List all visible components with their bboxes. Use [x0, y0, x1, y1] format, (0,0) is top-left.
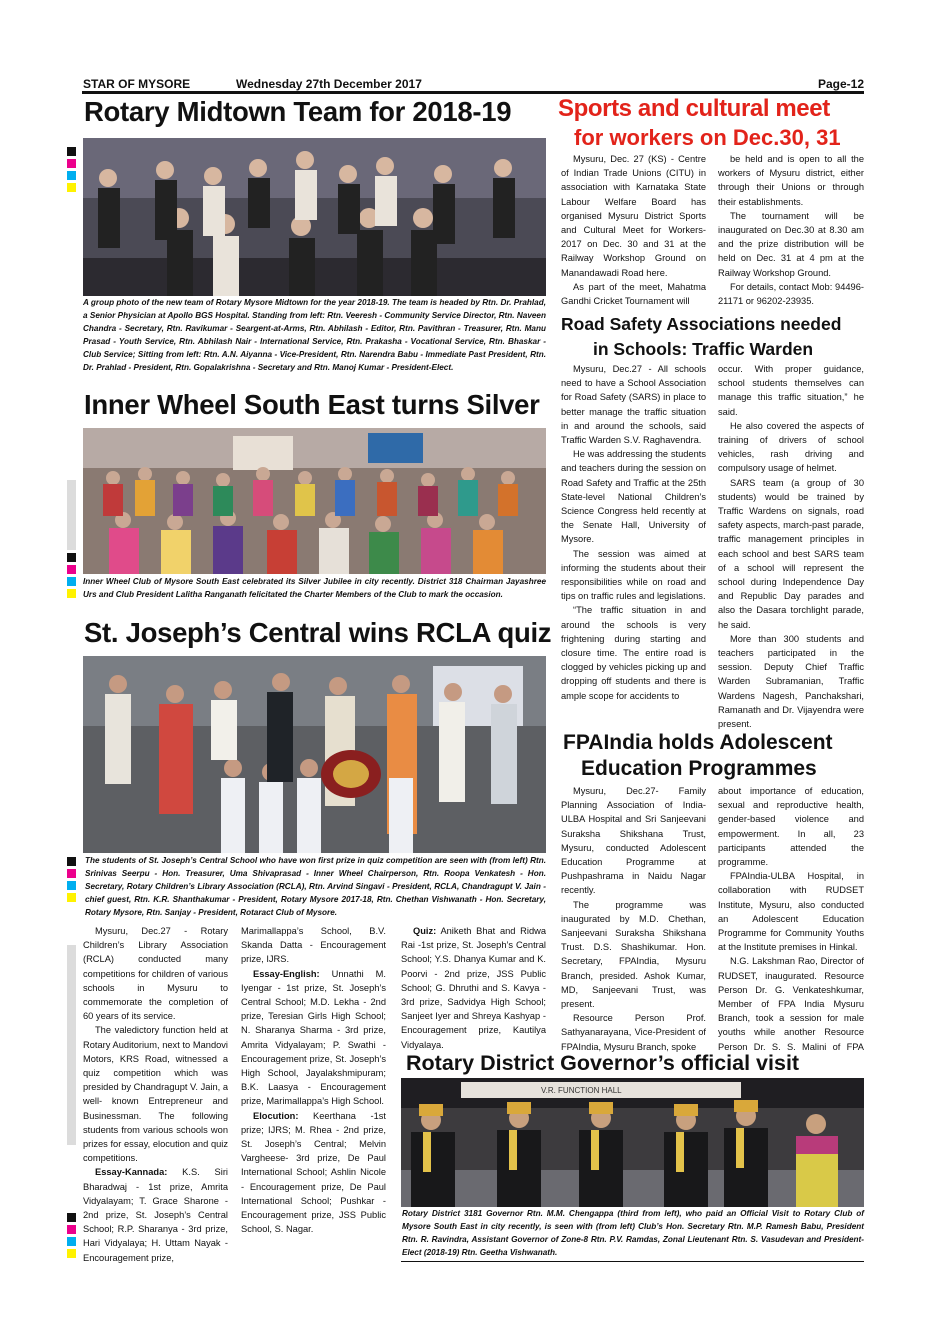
st-josephs-photo: [83, 656, 546, 853]
quiz-winners: Aniketh Bhat and Ridwa Rai -1st prize, St. Joseph’s Central School; Y.S. Dhanya Kumar and K. Poorvi - 2nd prize, JSS Public School; G. Dhruthi and S. Kavya - 3rd prize, Sadvidya High School; Sanjeet Iyer and Shreya Kashyap - Encouragement prize, Kautilya Vidyalaya.: [401, 926, 546, 1050]
rotary-midtown-caption: A group photo of the new team of Rotary Mysore Midtown for the year 2018-19. The team is headed by Rtn. Dr. Prahlad, a Senior Physician at Apollo BGS Hospital. Standing from left: Rtn. Veeresh - Community Service Director, Rtn. Naveen Chandra - Secretary, Rtn. Ravikumar - Seargent-at-Arms, Rtn. Abhilash - Editor, Rtn. Pavithran - Treasurer, Rtn. Manu Prasad - Youth Service, Rtn. Abhilash Nair - International Service, Rtn. Prakasha - Vocational Service, Rtn. Bhaskar - Club Service; Sitting from left: Rtn. A.N. Aiyanna - Vice-President, Rtn. Narendra Babu - Immediate Past President, Rtn. Dr. Prahlad - President, Rtn. Gopalakrishna - Secretary and Rtn. Manoj Kumar - President-Elect.: [83, 298, 546, 372]
paragraph: The programme was inaugurated by M.D. Chethan, Sanjeevani Suraksha Shikshana Trust. D.S. Shashikumar. Hon. Secretary, FPAIndia, Mysuru Branch, presided. Ashok Kumar, MD, Sanjeevani Trust, was present.: [561, 899, 706, 1010]
registration-swatch: [67, 857, 76, 866]
road-safety-headline-line2: in Schools: Traffic Warden: [593, 339, 814, 359]
header-rule: [82, 91, 864, 94]
sports-meet-col2: [718, 152, 864, 308]
kannada-label: Essay-Kannada:: [95, 1167, 168, 1178]
registration-swatch: [67, 869, 76, 878]
registration-swatch: [67, 565, 76, 574]
paragraph: FPAIndia-ULBA Hospital, in collaboration with RUDSET Institute, Mysuru, also conducted an Adolescent Education Programme for Community Youths at the Institute premises in Hinkal.: [718, 871, 864, 953]
paragraph: about importance of education, sexual and reproductive health, gender-based violence and empowerment. In all, 23 participants attended the programme.: [718, 786, 864, 868]
paragraph: Resource Person Prof. Sathyanarayana, Vice-President of FPAIndia, Mysuru Branch, spoke: [561, 1013, 706, 1052]
district-governor-photo: [401, 1078, 864, 1207]
paragraph: Marimallappa’s School, B.V. Skanda Datta - Encouragement prize, IJRS.: [241, 926, 386, 965]
registration-swatch: [67, 589, 76, 598]
elocution-winners: Keerthana -1st prize; IJRS; M. Rhea - 2nd prize, St. Joseph’s Central; Melvin Vargheese- 3rd prize, De Paul International School; Ashlin Nicole - Encouragement prize, De Paul International School; Pushkar - Encouragement prize, JSS Public School, S. Nagar.: [241, 1110, 386, 1235]
rotary-midtown-headline: Rotary Midtown Team for 2018-19: [84, 96, 512, 127]
paragraph: Mysuru, Dec.27 - Rotary Children’s Library Association (RCLA) conducted many competitions for children of various schools in Mysuru to commemorate the completion of 60 years of its service.: [83, 926, 228, 1022]
road-safety-headline-line1: Road Safety Associations needed: [561, 314, 842, 334]
paragraph: “The traffic situation in and around the schools is very frightening during starting and closure time. The entire road is clogged by vehicles picking up and dropping off students and there is ample scope for accidents to: [561, 605, 706, 701]
gray-margin-bar: [67, 480, 76, 550]
paragraph: The session was aimed at informing the students about their responsibilities while on road and tips on traffic rules and legislations.: [561, 548, 706, 602]
publication-name: STAR OF MYSORE: [83, 77, 191, 91]
district-governor-headline: Rotary District Governor’s official visit: [406, 1051, 800, 1075]
st-josephs-headline: St. Joseph’s Central wins RCLA quiz: [84, 617, 552, 648]
page-number: Page-12: [817, 77, 864, 91]
inner-wheel-headline: Inner Wheel South East turns Silver: [84, 389, 540, 420]
paragraph: N.G. Lakshman Rao, Director of RUDSET, inaugurated. Resource Person Dr. G. Venkateshkumar, Member of FPA India Mysuru Branch, took a session for male youths while another Resource Person Dr. S. S. Malini of FPA: [718, 956, 864, 1052]
paragraph: [241, 1109, 386, 1237]
registration-swatch: [67, 159, 76, 168]
fpa-india-col2: [718, 784, 864, 1052]
paragraph: As part of the meet, Mahatma Gandhi Cricket Tournament will: [561, 281, 706, 307]
paragraph: The tournament will be inaugurated on Dec.30 at 8.30 am and the prize distribution will be held on Dec. 31 at 4 pm at the Railway Workshop Ground.: [718, 210, 864, 278]
paragraph: [241, 967, 386, 1109]
paragraph: [83, 1165, 228, 1264]
paragraph: More than 300 students and teachers participated in the session. Deputy Chief Traffic Warden Subramanian, Traffic Wardens Nagesh, Panchakshari, Ramanath and Dr. Vijayendra were present.: [718, 633, 864, 730]
st-josephs-article-col2: [241, 924, 386, 1269]
fpa-india-headline-line1: FPAIndia holds Adolescent: [563, 731, 833, 754]
rotary-midtown-photo: [83, 138, 546, 296]
sports-meet-col1: [561, 152, 706, 308]
paragraph: For details, contact Mob: 94496-21171 or 96202-23935.: [718, 281, 864, 307]
issue-date: Wednesday 27th December 2017: [236, 77, 422, 91]
registration-swatch: [67, 1237, 76, 1246]
st-josephs-article-col1: [83, 924, 228, 1269]
registration-swatch: [67, 1249, 76, 1258]
quiz-label: Quiz:: [413, 926, 437, 936]
english-winners: Unnathi M. Iyengar - 1st prize, St. Joseph’s Central School; M.D. Lekha - 2nd prize, Teresian Girls High School; N. Sharanya Sharma - 3rd prize, Amrita Vidyalayam; P. Swathi - Encouragement prize, St. Joseph’s High School, Jayalakshmipuram; B.K. Laasya - Encouragement prize, Marimallappa’s High School.: [241, 968, 386, 1107]
inner-wheel-caption: Inner Wheel Club of Mysore South East celebrated its Silver Jubilee in city recently. District 318 Chairman Jayashree Urs and Club President Lalitha Ranganath felicitated the Charter Members of the Club to mark the occasion.: [83, 577, 546, 599]
paragraph: The valedictory function held at Rotary Auditorium, next to Mandovi Motors, KRS Road, witnessed a quiz competition which was presided by Chandragupt V. Jain, a well- known Entrepreneur and Businessman. The following students from various schools won prizes for essay, elocution and quiz competitions.: [83, 1025, 228, 1164]
paragraph: Mysuru, Dec. 27 (KS) - Centre of Indian Trade Unions (CITU) in association with Karnataka State Labour Welfare Board has organised Mysuru District Sports and Cultural Meet for Workers-2017 on Dec. 30 and 31 at the Railway Workshop Ground on Manandawadi Road here.: [561, 154, 706, 278]
paragraph: SARS team (a group of 30 students) would be trained by Traffic Wardens on signals, road safety aspects, march-past parade, traffic management principles in each school and best SARS team of a school will represent the school during Independence Day and Republic Day parades and also the Dasara torchlight parade, he said.: [718, 477, 864, 630]
registration-swatch: [67, 1225, 76, 1234]
registration-swatch: [67, 577, 76, 586]
road-safety-col1: [561, 362, 706, 730]
paragraph: He was addressing the students and teachers during the session on Road Safety and Traffic at the 25th State-level National Children’s Science Congress held recently at the Senate Hall, University of Mysore.: [561, 449, 706, 545]
paragraph: be held and is open to all the workers of Mysuru district, either through their Unions or through their establishments.: [718, 154, 864, 207]
sports-meet-headline-line2: for workers on Dec.30, 31: [574, 125, 841, 150]
inner-wheel-photo: [83, 428, 546, 574]
paragraph: Mysuru, Dec.27 - All schools need to have a School Association for Road Safety (SARS) in place to better manage the traffic situation in and around the schools, said Traffic Warden S.V. Raghavendra.: [561, 364, 706, 446]
registration-swatch: [67, 1213, 76, 1222]
registration-swatch: [67, 553, 76, 562]
registration-swatch: [67, 881, 76, 890]
st-josephs-caption: The students of St. Joseph’s Central School who have won first prize in quiz competition are seen with (from left) Rtn. Srinivas Seerpu - Hon. Treasurer, Uma Shivaprasad - Inner Wheel Chairperson, Rtn. Roopa Venkatesh - Hon. Secretary, Rotary Children’s Library Association (RCLA), Rtn. Arvind Singavi - President, RCLA, Chandragupt V. Jain - chief guest, Rtn. K.R. Shanthakumar - President, Rotary Mysore 2017-18, Rtn. Chethan Vishwanath - Hon. Secretary, Rotary Mysore, Rtn. Sanjay - President, Rotaract Club of Mysore.: [85, 856, 546, 917]
paragraph: He also covered the aspects of training of drivers of school vehicles, rash driving and compulsory usage of helmet.: [718, 420, 864, 474]
footer-rule: [401, 1261, 864, 1262]
district-governor-caption: Rotary District 3181 Governor Rtn. M.M. Chengappa (third from left), who paid an Official Visit to Rotary Club of Mysore South East in city recently, is seen with (from left) Club’s Hon. Secretary Rtn. M.P. Ramesh Babu, President Rtn. R. Ravindra, Assistant Governor of Zone-8 Rtn. P.V. Ramdas, Zonal Lieutenant Rtn. S. Vasudevan and President-Elect (2018-19) Rtn. Geetha Vishwanath.: [402, 1209, 864, 1257]
fpa-india-col1: [561, 784, 706, 1052]
st-josephs-article-col3: [401, 924, 546, 1052]
registration-swatch: [67, 147, 76, 156]
registration-swatch: [67, 183, 76, 192]
registration-swatch: [67, 893, 76, 902]
paragraph: [401, 924, 546, 1052]
fpa-india-headline-line2: Education Programmes: [581, 757, 817, 780]
elocution-label: Elocution:: [253, 1110, 299, 1121]
paragraph: Mysuru, Dec.27- Family Planning Association of India-ULBA Hospital and Sri Sanjeevani Suraksha Shikshana Trust, Mysuru, conducted Adolescent Education Programme at Pushpashrama in Naidu Nagar recently.: [561, 786, 706, 896]
kannada-winners: K.S. Siri Bharadwaj - 1st prize, Amrita Vidyalayam; T. Grace Sharone - 2nd prize, St. Joseph’s Central School; R.P. Sharanya - 3rd prize, Hari Vidyalaya; H. Uttam Nayak - Encouragement prize,: [83, 1167, 228, 1263]
gray-margin-bar: [67, 945, 76, 1145]
registration-swatch: [67, 171, 76, 180]
banner-text: V.R. FUNCTION HALL: [541, 1086, 622, 1095]
road-safety-col2: [718, 362, 864, 730]
paragraph: occur. With proper guidance, school students themselves can manage this traffic situation,” he said.: [718, 364, 864, 417]
english-label: Essay-English:: [253, 968, 320, 979]
sports-meet-headline-line1: Sports and cultural meet: [558, 95, 830, 122]
